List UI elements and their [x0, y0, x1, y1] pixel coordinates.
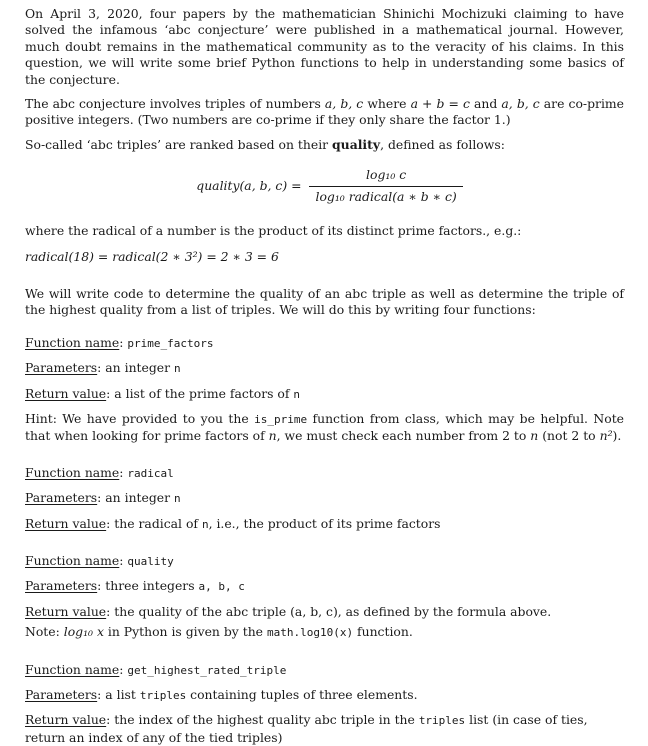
quality-formula: [25, 167, 624, 205]
function-spec-quality: [25, 553, 624, 642]
formula-denominator: log₁₀ radical(a ∗ b ∗ c): [309, 186, 462, 205]
quality-intro-paragraph: So-called ‘abc triples’ are ranked based on their quality, defined as follows:: [25, 136, 505, 152]
note-row: Note: log₁₀ x in Python is given by the math.log10(x) function.: [25, 624, 413, 640]
hint-paragraph: Hint: We have provided to you the is_prime function from class, which may be helpful. Note that when looking for prime factors of n, we must check each number from 2 to n (not 2 to n²).: [25, 410, 625, 444]
intro-paragraph: On April 3, 2020, four papers by the mathematician Shinichi Mochizuki claiming to have solved the infamous ‘abc conjecture’ were published in a mathematical journal. However, much doubt remains in the mathematical community as to the veracity of his claims. In this question, we will write some brief Python functions to help in understanding some basics of the conjecture.: [25, 6, 624, 87]
return-value-row: Return value: the index of the highest quality abc triple in the triples list (in case of ties, return an index of any of the tied triples): [25, 712, 588, 745]
return-value-row: Return value: the quality of the abc triple (a, b, c), as defined by the formula above.: [25, 603, 552, 619]
function-spec-prime-factors: [25, 335, 624, 445]
function-name: get_highest_rated_triple: [127, 663, 287, 677]
parameters-row: Parameters: a list triples containing tuples of three elements.: [25, 686, 418, 702]
return-value-row: Return value: a list of the prime factors of n: [25, 385, 301, 401]
parameters-row: Parameters: an integer n: [25, 490, 181, 506]
function-name-row: Function name: quality: [25, 552, 174, 568]
parameters-row: Parameters: an integer n: [25, 360, 181, 376]
function-name-row: Function name: radical: [25, 464, 174, 480]
function-name: radical: [127, 466, 174, 480]
return-value-row: Return value: the radical of n, i.e., the product of its prime factors: [25, 515, 441, 531]
abc-definition-paragraph: The abc conjecture involves triples of numbers a, b, c where a + b = c and a, b, c are co-prime positive integers. (Two numbers are co-prime if they only share the factor 1.): [25, 96, 625, 128]
function-name: prime_factors: [127, 336, 214, 350]
formula-lhs: quality(a, b, c) =: [196, 177, 302, 193]
function-name: quality: [127, 554, 174, 568]
parameters-row: Parameters: three integers a, b, c: [25, 578, 245, 594]
function-spec-radical: [25, 465, 624, 533]
plan-paragraph: We will write code to determine the quality of an abc triple as well as determine the triple of the highest quality from a list of triples. We will do this by writing four functions:: [25, 285, 624, 318]
radical-definition: where the radical of a number is the product of its distinct prime factors., e.g.:: [25, 223, 522, 239]
function-name-row: Function name: get_highest_rated_triple: [25, 661, 287, 677]
formula-numerator: log₁₀ c: [366, 167, 407, 183]
formula-fraction: [309, 167, 462, 205]
function-name-row: Function name: prime_factors: [25, 334, 214, 350]
function-spec-get-highest-rated-triple: [25, 662, 624, 746]
radical-example: radical(18) = radical(2 ∗ 3²) = 2 ∗ 3 = 6: [25, 249, 279, 265]
